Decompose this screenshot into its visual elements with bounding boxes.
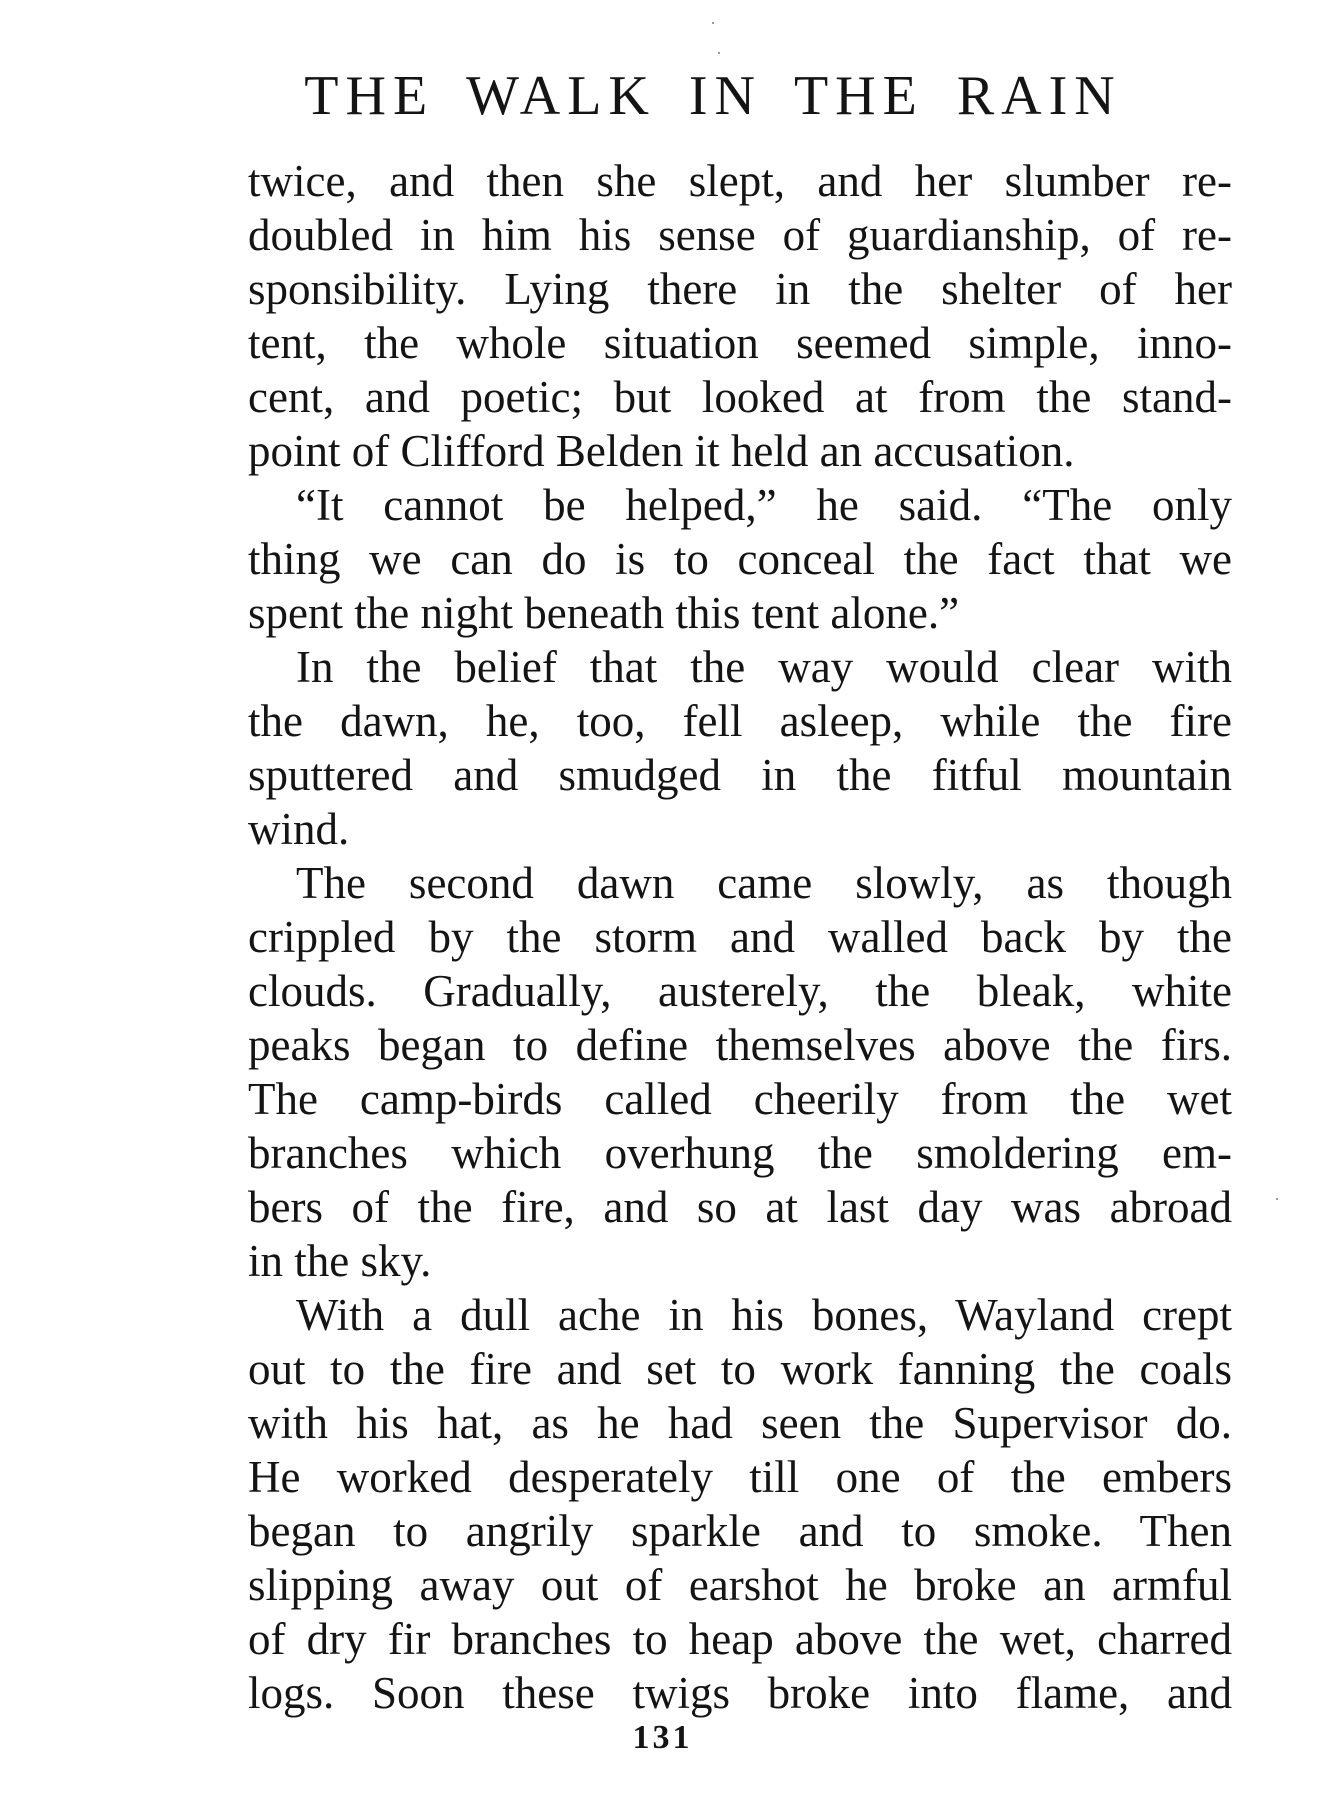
text-line: in the sky. bbox=[248, 1236, 432, 1286]
text-line: peaks began to define themselves above the firs. bbox=[248, 1020, 1232, 1070]
paper-speck bbox=[712, 22, 714, 24]
text-line: doubled in him his sense of guardianship, of re- bbox=[248, 210, 1232, 260]
text-line: He worked desperately till one of the embers bbox=[248, 1452, 1232, 1502]
paper-speck bbox=[718, 52, 720, 54]
text-line: point of Clifford Belden it held an accusation. bbox=[248, 426, 1075, 476]
text-line: sponsibility. Lying there in the shelter of her bbox=[248, 264, 1232, 314]
paragraph bbox=[248, 640, 1232, 856]
text-line: wind. bbox=[248, 804, 350, 854]
paragraph bbox=[248, 856, 1232, 1288]
text-line: with his hat, as he had seen the Supervisor do. bbox=[248, 1398, 1232, 1448]
body-text bbox=[248, 154, 1232, 1720]
text-line: spent the night beneath this tent alone.” bbox=[248, 588, 960, 638]
text-line: In the belief that the way would clear with bbox=[296, 642, 1232, 692]
text-line: bers of the fire, and so at last day was abroad bbox=[248, 1182, 1232, 1232]
text-line: The second dawn came slowly, as though bbox=[296, 858, 1232, 908]
text-line: the dawn, he, too, fell asleep, while the fire bbox=[248, 696, 1232, 746]
text-line: “It cannot be helped,” he said. “The only bbox=[296, 480, 1232, 530]
paragraph bbox=[248, 478, 1232, 640]
paragraph bbox=[248, 154, 1232, 478]
text-line: clouds. Gradually, austerely, the bleak, white bbox=[248, 966, 1232, 1016]
text-line: out to the fire and set to work fanning the coals bbox=[248, 1344, 1232, 1394]
text-line: The camp-birds called cheerily from the wet bbox=[248, 1074, 1232, 1124]
text-line: sputtered and smudged in the fitful mountain bbox=[248, 750, 1232, 800]
text-line: branches which overhung the smoldering em- bbox=[248, 1128, 1232, 1178]
text-line: logs. Soon these twigs broke into flame, and bbox=[248, 1668, 1232, 1718]
text-line: of dry fir branches to heap above the wet, charred bbox=[248, 1614, 1232, 1664]
text-line: tent, the whole situation seemed simple, inno- bbox=[248, 318, 1232, 368]
text-line: twice, and then she slept, and her slumber re- bbox=[248, 156, 1232, 206]
text-line: With a dull ache in his bones, Wayland crept bbox=[296, 1290, 1232, 1340]
text-line: thing we can do is to conceal the fact that we bbox=[248, 534, 1232, 584]
text-line: cent, and poetic; but looked at from the stand- bbox=[248, 372, 1232, 422]
paragraph bbox=[248, 1288, 1232, 1720]
text-line: slipping away out of earshot he broke an armful bbox=[248, 1560, 1232, 1610]
text-line: began to angrily sparkle and to smoke. Then bbox=[248, 1506, 1232, 1556]
running-head: THE WALK IN THE RAIN bbox=[304, 65, 1122, 127]
text-line: crippled by the storm and walled back by the bbox=[248, 912, 1232, 962]
paper-speck bbox=[1276, 1198, 1278, 1200]
page-number: 131 bbox=[632, 1719, 693, 1756]
